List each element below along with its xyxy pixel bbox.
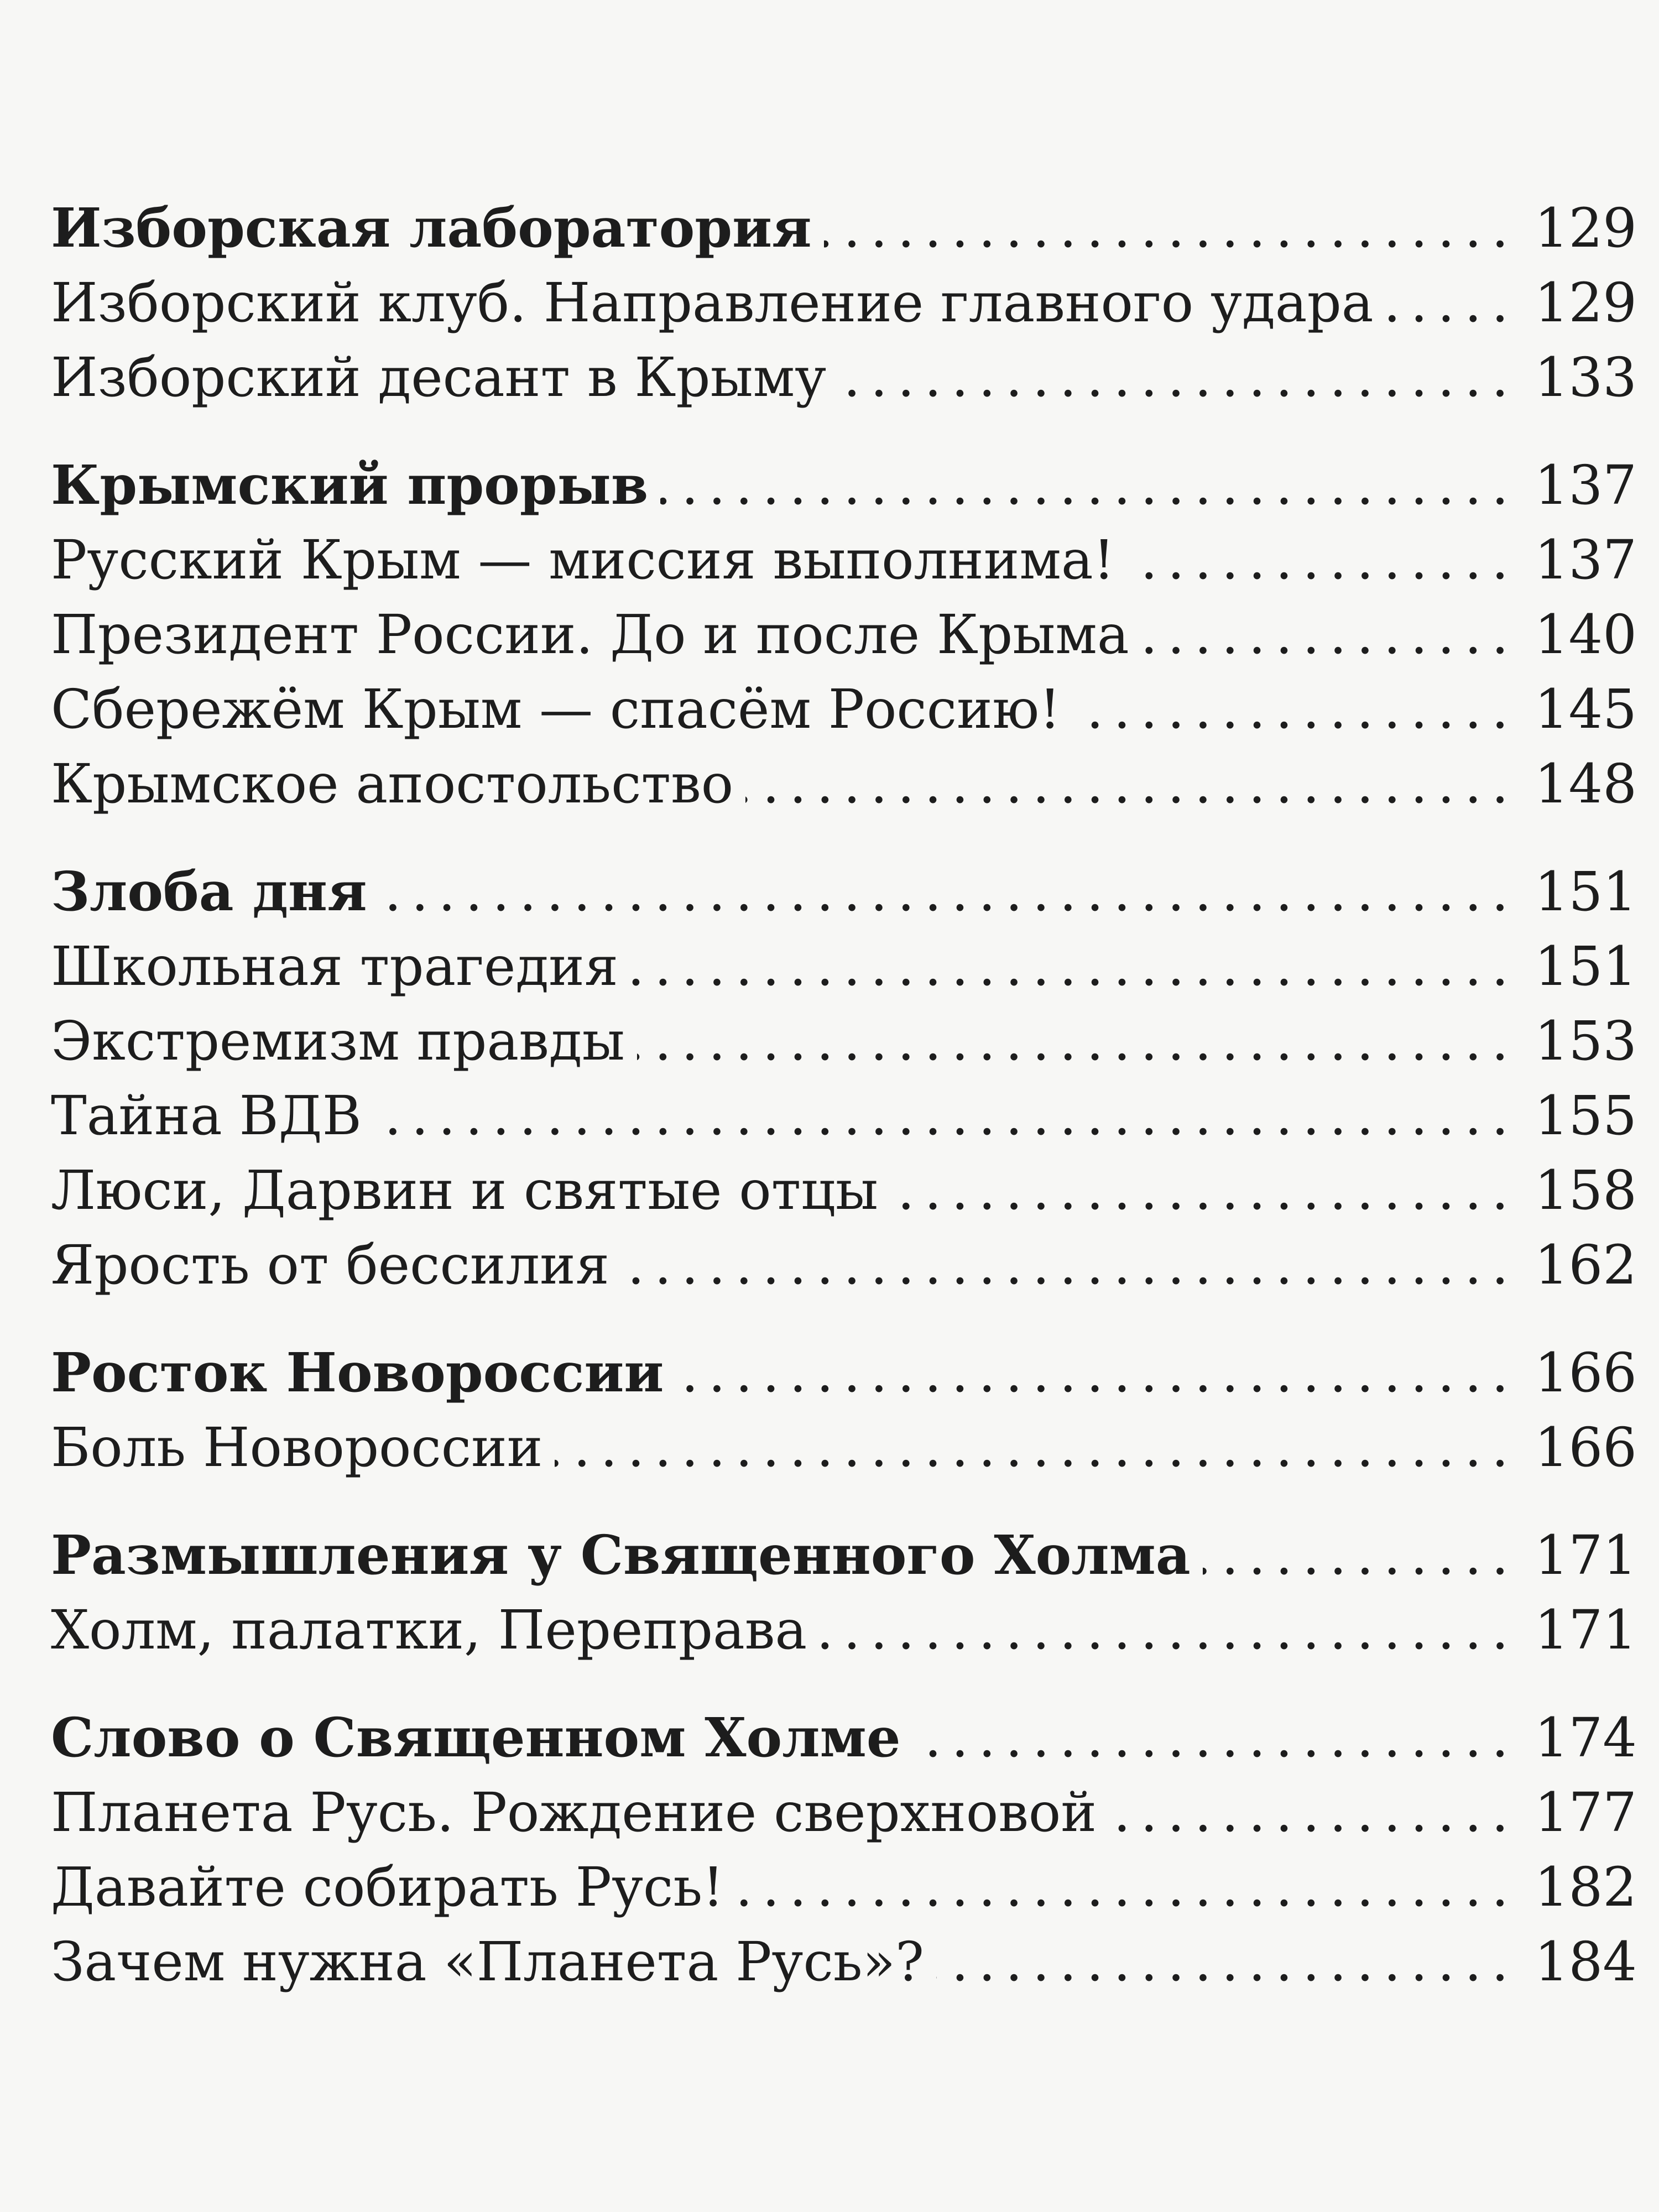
dot-leader (374, 1078, 1519, 1153)
toc-entry (51, 747, 1637, 821)
toc-page-number: 171 (1534, 1524, 1637, 1587)
toc-section (51, 191, 1637, 415)
dot-leader (819, 1593, 1519, 1667)
dot-leader (637, 1004, 1519, 1078)
toc-section-header (51, 854, 1637, 929)
dot-leader (1386, 265, 1519, 340)
dot-leader (379, 854, 1519, 929)
toc-page-number: 153 (1534, 1010, 1637, 1072)
toc-page-number: 140 (1534, 603, 1637, 666)
toc-entry-title: Люси, Дарвин и святые отцы (51, 1159, 878, 1222)
toc-entry (51, 1228, 1637, 1302)
toc-page-number: 145 (1534, 678, 1637, 740)
toc-page-number: 151 (1534, 860, 1637, 923)
toc-entry (51, 1775, 1637, 1850)
toc-page-number: 166 (1534, 1416, 1637, 1479)
toc-entry (51, 1593, 1637, 1667)
toc-entry (51, 265, 1637, 340)
toc-entry (51, 1153, 1637, 1228)
toc-entry (51, 929, 1637, 1004)
toc-entry (51, 1410, 1637, 1485)
toc-entry-title: Экстремизм правды (51, 1010, 625, 1072)
dot-leader (1141, 597, 1519, 672)
toc-entry-title: Ярость от бессилия (51, 1234, 609, 1296)
dot-leader (622, 1228, 1519, 1302)
toc-section-title: Изборская лаборатория (51, 196, 812, 259)
toc-entry-title: Холм, палатки, Переправа (51, 1599, 807, 1661)
toc-entry-title: Русский Крым — миссия выполнима! (51, 529, 1115, 591)
toc-page-number: 182 (1534, 1856, 1637, 1918)
dot-leader (660, 448, 1519, 523)
dot-leader (736, 1850, 1519, 1924)
dot-leader (913, 1700, 1519, 1775)
dot-leader (1073, 672, 1519, 747)
toc-section-title: Размышления у Священного Холма (51, 1524, 1191, 1587)
toc-page-number: 151 (1534, 935, 1637, 998)
toc-page-number: 158 (1534, 1159, 1637, 1222)
toc-section (51, 1335, 1637, 1485)
toc-section (51, 854, 1637, 1302)
toc-page-number: 171 (1534, 1599, 1637, 1661)
toc-section-title: Росток Новороссии (51, 1341, 664, 1404)
toc-entry (51, 340, 1637, 415)
dot-leader (936, 1924, 1519, 1999)
toc-entry (51, 597, 1637, 672)
dot-leader (1109, 1775, 1519, 1850)
toc-section-title: Злоба дня (51, 860, 367, 923)
toc-section-header (51, 1700, 1637, 1775)
dot-leader (1127, 523, 1519, 597)
toc-section-title: Слово о Священном Холме (51, 1706, 901, 1769)
toc-page-number: 166 (1534, 1342, 1637, 1404)
toc-entry-title: Зачем нужна «Планета Русь»? (51, 1931, 924, 1993)
dot-leader (1203, 1518, 1519, 1593)
toc-page-number: 129 (1534, 197, 1637, 259)
toc-entry-title: Давайте собирать Русь! (51, 1856, 724, 1918)
dot-leader (890, 1153, 1519, 1228)
toc-section-header (51, 191, 1637, 265)
toc-page-number: 148 (1534, 753, 1637, 815)
toc-section-header (51, 1518, 1637, 1593)
toc-entry-title: Сбережём Крым — спасём Россию! (51, 678, 1061, 740)
toc-page-number: 137 (1534, 454, 1637, 517)
toc-entry (51, 1004, 1637, 1078)
toc-section (51, 1518, 1637, 1667)
toc-page-number: 133 (1534, 346, 1637, 409)
toc-entry-title: Президент России. До и после Крыма (51, 603, 1129, 666)
toc-page-number: 177 (1534, 1781, 1637, 1844)
dot-leader (555, 1410, 1519, 1485)
toc-entry (51, 672, 1637, 747)
dot-leader (630, 929, 1519, 1004)
toc-page-number: 174 (1534, 1707, 1637, 1769)
toc-entry-title: Тайна ВДВ (51, 1084, 362, 1147)
toc-section-title: Крымский прорыв (51, 453, 649, 517)
toc-entry-title: Изборский клуб. Направление главного удара (51, 272, 1374, 334)
dot-leader (676, 1335, 1519, 1410)
toc-page-number: 129 (1534, 272, 1637, 334)
dot-leader (745, 747, 1519, 821)
toc-page-number: 155 (1534, 1084, 1637, 1147)
toc-page-number: 162 (1534, 1234, 1637, 1296)
toc-entry-title: Школьная трагедия (51, 935, 619, 998)
toc-section-header (51, 1335, 1637, 1410)
toc-entry (51, 1850, 1637, 1924)
toc-entry-title: Крымское апостольство (51, 753, 734, 815)
toc-page-number: 184 (1534, 1931, 1637, 1993)
toc-entry (51, 1078, 1637, 1153)
dot-leader (824, 191, 1519, 265)
toc-section-header (51, 448, 1637, 523)
toc-entry-title: Планета Русь. Рождение сверхновой (51, 1781, 1097, 1844)
toc-entry-title: Боль Новороссии (51, 1416, 543, 1479)
dot-leader (838, 340, 1519, 415)
toc-page-number: 137 (1534, 529, 1637, 591)
toc-section (51, 1700, 1637, 1999)
toc-entry-title: Изборский десант в Крыму (51, 346, 827, 409)
toc-entry (51, 523, 1637, 597)
toc-section (51, 448, 1637, 821)
toc-entry (51, 1924, 1637, 1999)
